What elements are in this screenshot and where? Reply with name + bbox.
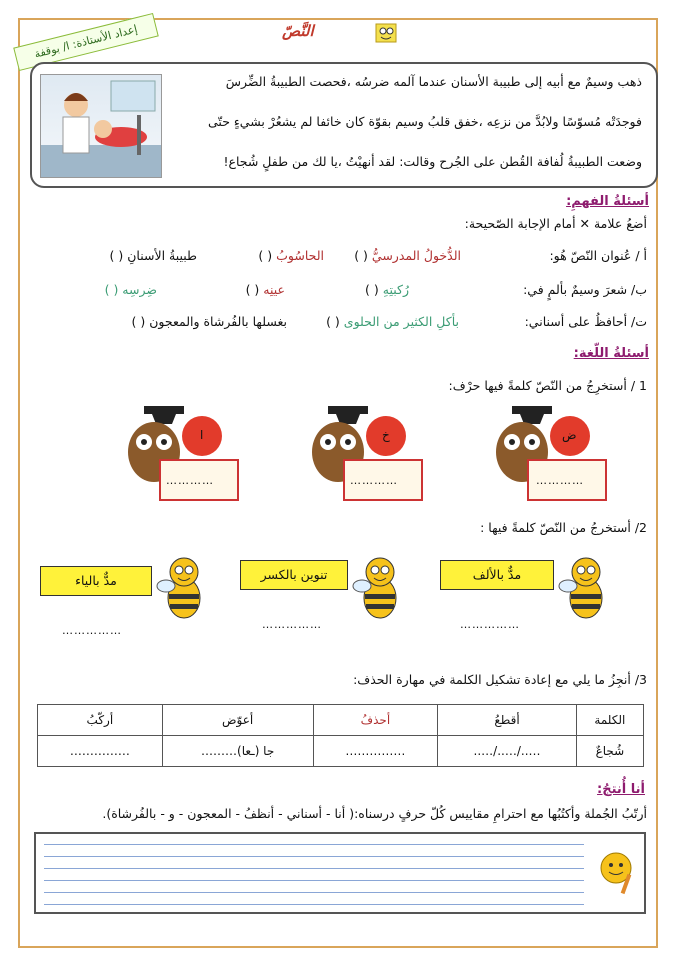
bee-banner-1: مدٌّ بالألف [440,560,554,590]
question-c-option-1[interactable]: بأكلِ الكثير من الحلوى ( ) [326,314,459,329]
question-c-label: ت/ أحافظُ على أسناني: [524,314,647,329]
table-header-cell: أركّبُ [38,705,163,736]
owl-letter-card-3 [94,402,244,502]
bee-icon [350,552,410,622]
exercise-3-instruction: 3/ أنجِزُ ما يلي مع إعادة تشكيل الكلمة في مهارة الحذف: [353,672,647,687]
bee-icon [154,552,214,622]
passage-line-2: فوجدَتْه مُسوّسًا ولابُدَّ من نزعِه ،خفق قلبُ وسيم بقوّة كان خائفا لم يشعُرْ بشيءٍ حتّى [208,114,642,129]
production-instruction: أرتّبُ الجُملة وأكتُبُها مع احترامِ مقاييس كُلّ حرفٍ درسناه:( أنا - أسناني - أنظفُ - المعجون - و - بالفُرشاة). [102,806,647,821]
question-a-label: أ / عُنوان النّصّ هُو: [549,248,647,263]
dentist-illustration [40,74,162,178]
passage-box [30,62,658,188]
question-b-label: ب/ شعرَ وسيمٌ بألمٍ في: [523,282,647,297]
bee-icon [556,552,616,622]
question-c-option-2[interactable]: بغسلها بالفُرشاة والمعجون ( ) [131,314,287,329]
author-label: إعداد الأستاذة: ا/ بوقفة [13,13,159,71]
owl-letter-2: خ [382,428,390,442]
sponge-character-icon [372,22,400,46]
table-header-cell: الكلمة [576,705,643,736]
owl-answer-1[interactable]: ………… [536,474,584,487]
owl-letter-1: ض [562,428,577,442]
table-header-row [38,705,644,736]
bee-banner-3: مدٌّ بالياء [40,566,152,596]
question-b-option-3[interactable]: ضِرسِه ( ) [104,282,157,297]
table-cell[interactable]: …………… [38,736,163,767]
page-title: النَّصّ [282,22,314,40]
question-a-option-2[interactable]: الحاسُوبُ ( ) [258,248,324,263]
owl-letter-card-1 [462,402,612,502]
exercise-1-instruction: 1 / أستخرِجُ من النّصّ كلمةً فيها حرْف: [448,378,647,393]
owl-answer-3[interactable]: ………… [166,474,214,487]
table-header-cell: أقطعُ [438,705,577,736]
language-heading: أسئلةُ اللّغة: [573,346,649,361]
owl-letter-card-2 [278,402,428,502]
table-cell[interactable]: …../…../….. [438,736,577,767]
passage-line-1: ذهب وسيمٌ مع أبيه إلى طبيبة الأسنان عندما آلمه ضرسُه ،فحصت الطبيبةُ الضِّرسَ [225,74,642,89]
exercise-2-instruction: 2/ أستخرجُ من النّصّ كلمةً فيها : [480,520,647,535]
question-b-option-2[interactable]: عينِه ( ) [245,282,285,297]
comprehension-instruction: أضعُ علامة ✕ أمام الإجابة الصّحيحة: [464,216,647,231]
table-row [38,736,644,767]
production-heading: أنا أُنتجُ: [597,782,645,797]
writing-box[interactable] [34,832,646,914]
table-header-cell: أحذفُ [313,705,438,736]
deletion-table [37,704,644,767]
bee-answer-1[interactable]: …………… [460,618,520,631]
question-a-option-1[interactable]: الدُّخولُ المدرسيُّ ( ) [354,248,461,263]
passage-line-3: وضعت الطبيبةُ لُفافة القُطن على الجُرح وقالت: لقد أنهيْتُ ،يا لك من طفلٍ شُجاع! [223,154,642,169]
comprehension-heading: أسئلةُ الفهمِ: [566,194,649,209]
question-b-option-1[interactable]: رُكبتِهِ ( ) [365,282,409,297]
owl-letter-3: ا [200,428,204,442]
table-cell[interactable]: جا (ـعا)……… [162,736,313,767]
smiley-pencil-icon [596,848,636,898]
table-header-cell: أعوّض [162,705,313,736]
owl-answer-2[interactable]: ………… [350,474,398,487]
bee-answer-2[interactable]: …………… [262,618,322,631]
question-a-option-3[interactable]: طبيبةُ الأسنانِ ( ) [109,248,197,263]
bee-banner-2: تنوين بالكسر [240,560,348,590]
bee-answer-3[interactable]: …………… [62,624,122,637]
table-cell[interactable]: …………… [313,736,438,767]
table-cell: شُجاعٌ [576,736,643,767]
